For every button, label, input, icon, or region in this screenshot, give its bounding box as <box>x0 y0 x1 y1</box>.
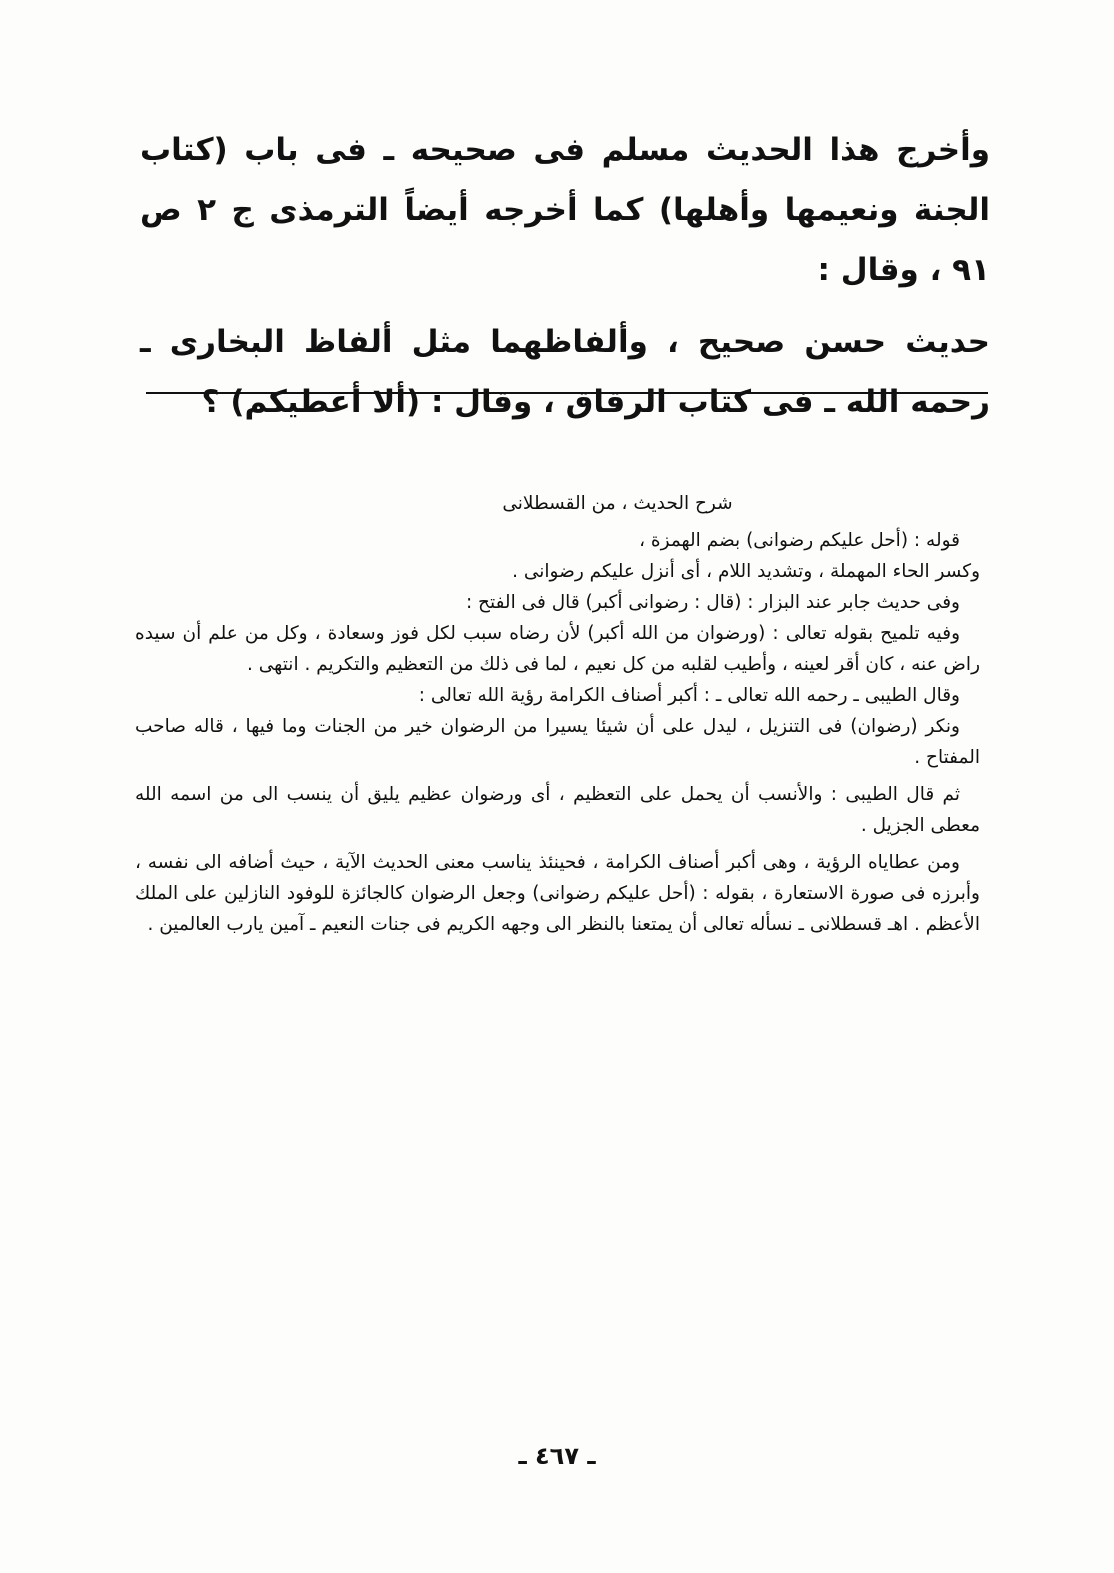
page-number: ـ ٤٦٧ ـ <box>518 1442 596 1470</box>
commentary-paragraph: قوله : (أحل عليكم رضوانى) بضم الهمزة ، <box>639 530 960 551</box>
commentary-title: شرح الحديث ، من القسطلانى <box>502 493 733 514</box>
commentary-section <box>135 488 980 940</box>
section-divider <box>146 392 988 394</box>
commentary-paragraph: وكسر الحاء المهملة ، وتشديد اللام ، أى أنزل عليكم رضوانى . <box>512 561 980 582</box>
commentary-paragraph: وفيه تلميح بقوله تعالى : (ورضوان من الله أكبر) لأن رضاه سبب لكل فوز وسعادة ، وكل من علم أن سيده راض عنه ، كان أقر لعينه ، وأطيب لقلبه من كل نعيم ، لما فى ذلك من التعظيم والتكريم . انتهى . <box>135 623 980 675</box>
commentary-paragraph: ثم قال الطيبى : والأنسب أن يحمل على التعظيم ، أى ورضوان عظيم يليق أن ينسب الى من اسمه الله معطى الجزيل . <box>135 784 980 836</box>
commentary-paragraph: وقال الطيبى ـ رحمه الله تعالى ـ : أكبر أصناف الكرامة رؤية الله تعالى : <box>418 685 960 706</box>
source-paragraph-muslim: وأخرج هذا الحديث مسلم فى صحيحه ـ فى باب (كتاب الجنة ونعيمها وأهلها) كما أخرجه أيضاً الترمذى ج ٢ ص ٩١ ، وقال : <box>140 132 990 288</box>
hadith-source-section <box>140 120 990 432</box>
source-paragraph-bukhari: حديث حسن صحيح ، وألفاظهما مثل ألفاظ البخارى ـ رحمه الله ـ فى كتاب الرقاق ، وقال : (ألا أعطيكم) ؟ <box>140 324 990 420</box>
commentary-paragraph: ونكر (رضوان) فى التنزيل ، ليدل على أن شيئا يسيرا من الرضوان خير من الجنات وما فيها ، قاله صاحب المفتاح . <box>135 716 980 768</box>
commentary-paragraph: ومن عطاياه الرؤية ، وهى أكبر أصناف الكرامة ، فحينئذ يناسب معنى الحديث الآية ، حيث أضافه الى نفسه ، وأبرزه فى صورة الاستعارة ، بقوله : (أحل عليكم رضوانى) وجعل الرضوان كالجائزة للوفود النازلين على الملك الأعظم . اهـ قسطلانى ـ نسأله تعالى أن يمتعنا بالنظر الى وجهه الكريم فى جنات النعيم ـ آمين يارب العالمين . <box>135 852 980 935</box>
commentary-paragraph: وفى حديث جابر عند البزار : (قال : رضوانى أكبر) قال فى الفتح : <box>465 592 960 613</box>
